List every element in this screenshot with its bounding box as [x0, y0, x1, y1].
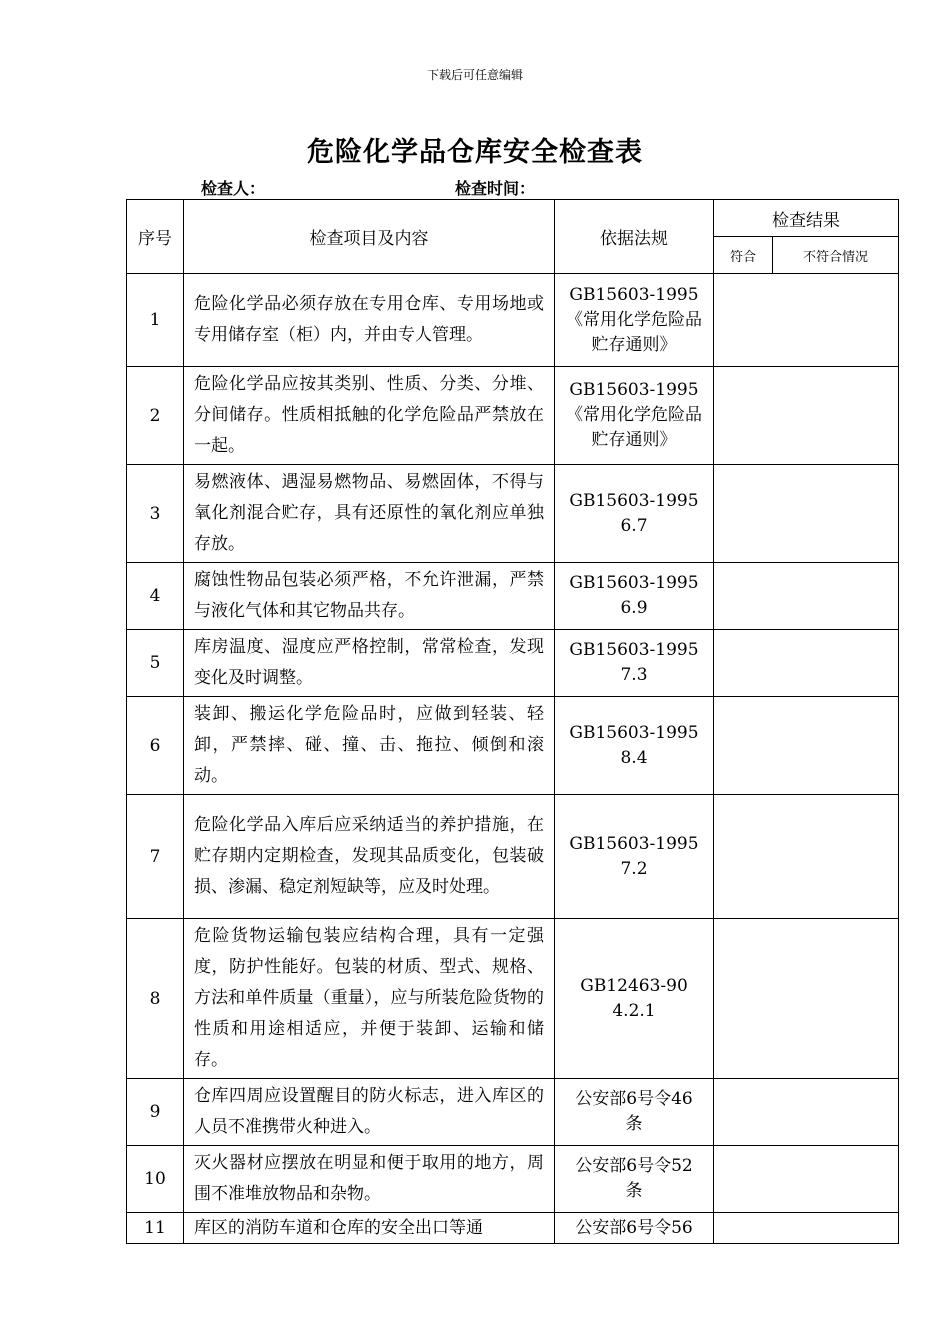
row-number: 5 — [127, 630, 184, 697]
document-title: 危险化学品仓库安全检查表 — [307, 137, 643, 168]
row-number: 9 — [127, 1079, 184, 1146]
row-content: 装卸、搬运化学危险品时，应做到轻装、轻卸，严禁摔、碰、撞、击、拖拉、倾倒和滚动。 — [184, 697, 555, 795]
row-content: 灭火器材应摆放在明显和便于取用的地方，周围不准堆放物品和杂物。 — [184, 1146, 555, 1213]
row-result-cell[interactable] — [714, 795, 899, 919]
row-content: 危险化学品应按其类别、性质、分类、分堆、分间储存。性质相抵触的化学危险品严禁放在一起。 — [184, 367, 555, 465]
column-header-num: 序号 — [127, 200, 184, 274]
column-header-basis: 依据法规 — [555, 200, 714, 274]
row-result-cell[interactable] — [714, 630, 899, 697]
table-body — [127, 274, 899, 1244]
row-number: 1 — [127, 274, 184, 367]
table-row — [127, 630, 899, 697]
row-number: 6 — [127, 697, 184, 795]
inspection-time-label: 检查时间： — [455, 179, 536, 198]
row-basis: GB15603-1995 6.9 — [555, 563, 714, 630]
row-result-cell[interactable] — [714, 919, 899, 1079]
row-number: 8 — [127, 919, 184, 1079]
table-row — [127, 367, 899, 465]
table-row — [127, 697, 899, 795]
inspector-label: 检查人： — [201, 179, 266, 198]
table-row — [127, 1213, 899, 1244]
table-row — [127, 1146, 899, 1213]
row-number: 7 — [127, 795, 184, 919]
row-content: 库区的消防车道和仓库的安全出口等通 — [184, 1213, 555, 1244]
row-result-cell[interactable] — [714, 367, 899, 465]
row-basis: 公安部6号令56 — [555, 1213, 714, 1244]
row-content: 仓库四周应设置醒目的防火标志，进入库区的人员不准携带火种进入。 — [184, 1079, 555, 1146]
row-content: 危险化学品必须存放在专用仓库、专用场地或专用储存室（柜）内，并由专人管理。 — [184, 274, 555, 367]
row-result-cell[interactable] — [714, 274, 899, 367]
table-row — [127, 274, 899, 367]
row-result-cell[interactable] — [714, 563, 899, 630]
row-basis: GB12463-90 4.2.1 — [555, 919, 714, 1079]
row-basis: GB15603-1995 7.2 — [555, 795, 714, 919]
row-result-cell[interactable] — [714, 1079, 899, 1146]
column-header-result: 检查结果 — [714, 200, 899, 237]
row-basis: GB15603-1995 《常用化学危险品贮存通则》 — [555, 367, 714, 465]
row-content: 危险货物运输包装应结构合理，具有一定强度，防护性能好。包装的材质、型式、规格、方法和单件质量（重量），应与所装危险货物的性质和用途相适应，并便于装卸、运输和储存。 — [184, 919, 555, 1079]
row-number: 11 — [127, 1213, 184, 1244]
table-row — [127, 1079, 899, 1146]
header-note: 下载后可任意编辑 — [426, 68, 523, 82]
table-row — [127, 919, 899, 1079]
row-basis: 公安部6号令46 条 — [555, 1079, 714, 1146]
row-content: 库房温度、湿度应严格控制，常常检查，发现变化及时调整。 — [184, 630, 555, 697]
row-content: 腐蚀性物品包装必须严格，不允许泄漏，严禁与液化气体和其它物品共存。 — [184, 563, 555, 630]
row-content: 易燃液体、遇湿易燃物品、易燃固体，不得与氧化剂混合贮存，具有还原性的氧化剂应单独存放。 — [184, 465, 555, 563]
column-header-content: 检查项目及内容 — [184, 200, 555, 274]
column-header-conform: 符合 — [714, 237, 773, 274]
row-basis: GB15603-1995 《常用化学危险品贮存通则》 — [555, 274, 714, 367]
row-number: 2 — [127, 367, 184, 465]
table-row — [127, 563, 899, 630]
row-result-cell[interactable] — [714, 1213, 899, 1244]
table-row — [127, 795, 899, 919]
row-number: 4 — [127, 563, 184, 630]
row-basis: GB15603-1995 6.7 — [555, 465, 714, 563]
inspection-table — [126, 199, 899, 1244]
column-header-nonconform: 不符合情况 — [773, 237, 899, 274]
row-number: 10 — [127, 1146, 184, 1213]
row-result-cell[interactable] — [714, 697, 899, 795]
row-content: 危险化学品入库后应采纳适当的养护措施，在贮存期内定期检查，发现其品质变化，包装破损、渗漏、稳定剂短缺等，应及时处理。 — [184, 795, 555, 919]
table-row — [127, 465, 899, 563]
row-result-cell[interactable] — [714, 465, 899, 563]
row-number: 3 — [127, 465, 184, 563]
row-basis: 公安部6号令52 条 — [555, 1146, 714, 1213]
row-basis: GB15603-1995 8.4 — [555, 697, 714, 795]
row-result-cell[interactable] — [714, 1146, 899, 1213]
row-basis: GB15603-1995 7.3 — [555, 630, 714, 697]
